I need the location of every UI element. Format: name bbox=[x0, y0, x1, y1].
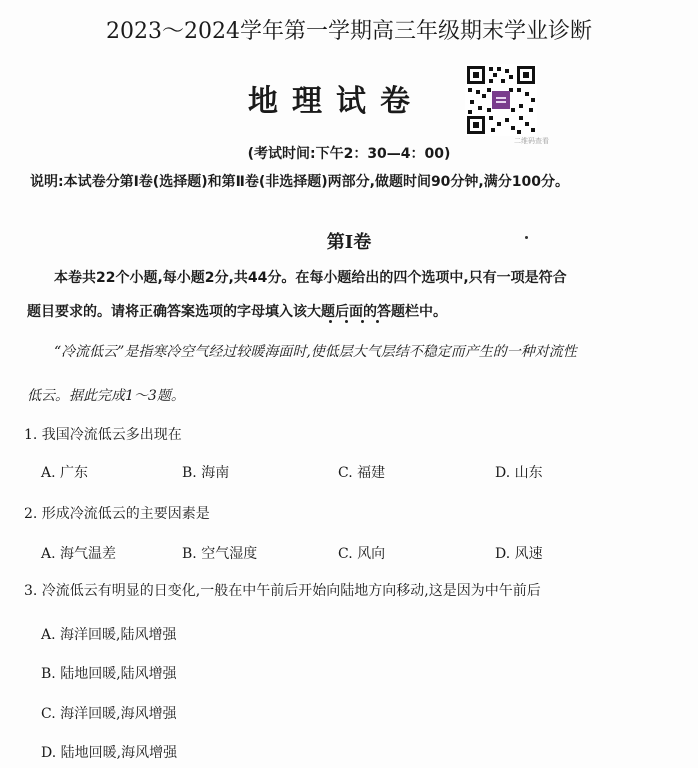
qr-code-icon[interactable] bbox=[465, 64, 537, 136]
question-3-option-b[interactable]: B. 陆地回暖,陆风增强 bbox=[41, 666, 177, 682]
section-title: 第Ⅰ卷 bbox=[326, 232, 372, 253]
question-3-option-c[interactable]: C. 海洋回暖,海风增强 bbox=[41, 706, 177, 722]
section-intro-line2: 题目要求的。请将正确答案选项的字母填入该大题后面的答题栏中。 bbox=[27, 304, 447, 320]
question-2-option-b[interactable]: B. 空气湿度 bbox=[182, 546, 258, 562]
emphasis-dot bbox=[345, 320, 348, 323]
exam-time: (考试时间:下午2：30—4：00) bbox=[247, 146, 451, 162]
qr-caption: 二维码查看 bbox=[514, 137, 549, 145]
emphasis-dot bbox=[329, 320, 332, 323]
question-1-option-d[interactable]: D. 山东 bbox=[495, 465, 543, 481]
question-3-option-a[interactable]: A. 海洋回暖,陆风增强 bbox=[41, 627, 177, 643]
passage-line2: 低云。据此完成1～3题。 bbox=[27, 388, 185, 404]
question-2-option-c[interactable]: C. 风向 bbox=[338, 546, 386, 562]
exam-header-title: 2023～2024学年第一学期高三年级期末学业诊断 bbox=[106, 19, 592, 44]
emphasis-dot bbox=[361, 320, 364, 323]
question-1-option-c[interactable]: C. 福建 bbox=[338, 465, 386, 481]
exam-instructions: 说明:本试卷分第Ⅰ卷(选择题)和第Ⅱ卷(非选择题)两部分,做题时间90分钟,满分100分。 bbox=[30, 174, 569, 190]
question-1-stem: 1. 我国冷流低云多出现在 bbox=[24, 427, 182, 443]
section-intro-line1: 本卷共22个小题,每小题2分,共44分。在每小题给出的四个选项中,只有一项是符合 bbox=[54, 270, 567, 286]
subject-title: 地理试卷 bbox=[248, 84, 424, 119]
passage-line1: “冷流低云”是指寒冷空气经过较暖海面时,使低层大气层结不稳定而产生的一种对流性 bbox=[54, 344, 577, 360]
emphasis-dot bbox=[376, 320, 379, 323]
question-1-option-b[interactable]: B. 海南 bbox=[182, 465, 230, 481]
question-2-option-a[interactable]: A. 海气温差 bbox=[41, 546, 117, 562]
question-3-stem: 3. 冷流低云有明显的日变化,一般在中午前后开始向陆地方向移动,这是因为中午前后 bbox=[24, 583, 541, 599]
question-1-option-a[interactable]: A. 广东 bbox=[41, 465, 89, 481]
question-2-option-d[interactable]: D. 风速 bbox=[495, 546, 543, 562]
question-3-option-d[interactable]: D. 陆地回暖,海风增强 bbox=[41, 745, 178, 761]
question-2-stem: 2. 形成冷流低云的主要因素是 bbox=[24, 506, 210, 522]
stray-dot bbox=[525, 236, 528, 239]
